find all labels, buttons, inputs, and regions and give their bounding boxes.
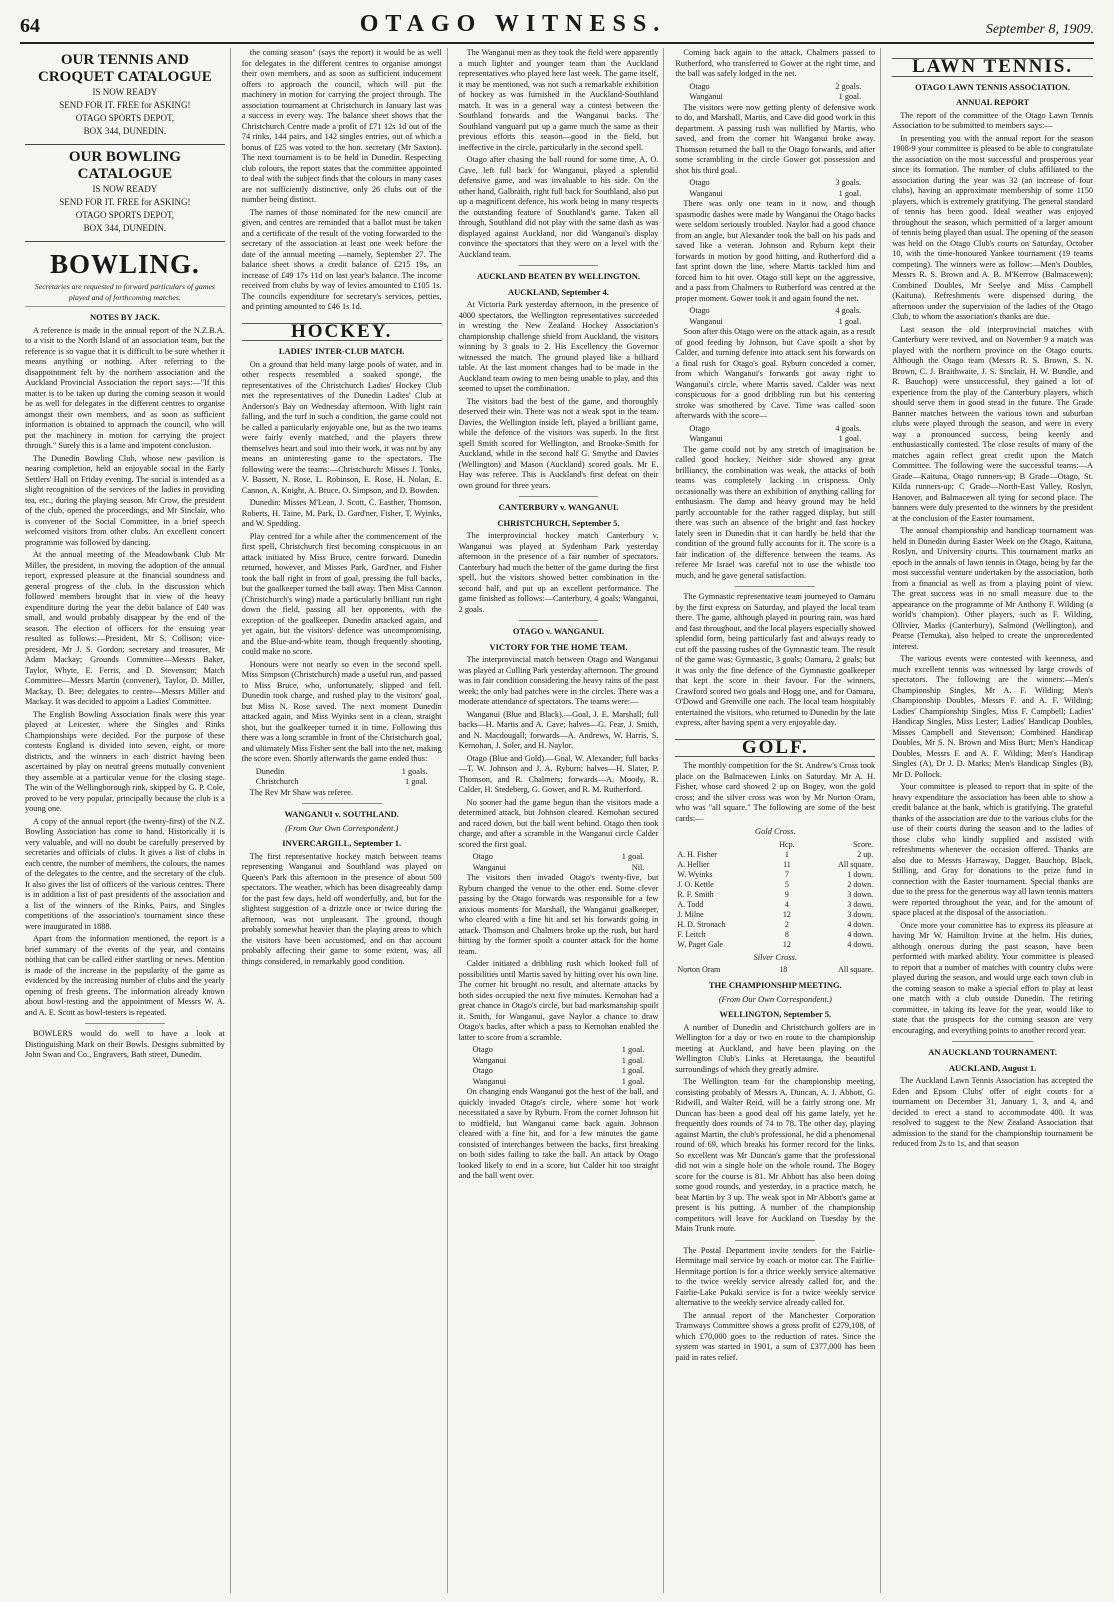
article-paragraph: The annual report of the Manchester Corporation Tramways Committee shows a gross profit of £279,108, of which £70,000 goes to the reduction of rates. Since the system was started in 1901, a sum of £377,000 has been paid in rates relief. — [675, 1310, 876, 1362]
table-row: J. Milne 12 3 down. — [677, 909, 874, 919]
article-paragraph: Wanganui (Blue and Black).—Goal, J. E. Marshall; full backs—H. Martis and A. Cave; halves—G. Fear, J. Smith, and N. Macdougall; forwards—A. Andrews, W. Harris, S. Kernohan, J. Soler, and H. Naylor. — [458, 709, 659, 750]
ad-line: SEND FOR IT. FREE for ASKING! — [59, 100, 191, 110]
section-heading-golf: GOLF. — [675, 739, 875, 758]
ad-line: OTAGO SPORTS DEPOT, — [75, 210, 175, 220]
table-title: Gold Cross. — [754, 826, 796, 836]
score-line: Otago 1 goal. — [472, 1066, 645, 1075]
article-paragraph: The names of those nominated for the new council are given, and centres are reminded that a ballot must be taken and a certificate of the result of the voting forwarded to the secretary of the association at least one week before the date of the annual meeting —namely, September 27. The balance sheet shows a credit balance of £215 19s, an increase of £49 17s 11d on last year's balance. The income received from clubs by way of levies amounted to £105 1s. The councils expenditure for secretary's services, petties, and printing amounted to £46 1s 1d. — [241, 207, 442, 311]
article-source: (From Our Own Correspondent.) — [718, 993, 832, 1004]
table-row: W. Wyinks 7 1 down. — [677, 869, 874, 879]
article-paragraph: On changing ends Wanganui got the best of the ball, and quickly invaded Otago's circle, where some hot work necessitated a save by Ryburn. From the corner Johnson hit to midfield, but Wanganui came back again. Johnson cleared with a fine hit, and for a few minutes the game consisted of interchanges between the backs, first breaking on both sides failing to take the ball. An attack by Otago looked likely to end in a score, but Calder hit too straight and the ball went over. — [458, 1087, 659, 1180]
article-paragraph: The Wellington team for the championship meeting, consisting probably of Messrs A. Duncan, A. J. Abbott, G. Ridwill, and Walter Reid, will be a fairly strong one. Mr Duncan has been a good deal off his game lately, yet he frequently does rounds of 74 to 78. The other day, playing against Martin, the club's professional, he did a phenomenal round of 69, which breaks his former record for the links. So excellent was Mr Duncan's game that the professional did not win a single hole on the whole round. The Bogey score for the course is 81. Mr Abbott has also been doing some good rounds, and yesterday, in a practice match, he beat Martin by 3 up. The weak spot in Mr Abbott's game at present is his putting. A number of the championship competitors will leave for Auckland on Tuesday by the Main Trunk route. — [675, 1077, 876, 1233]
columns — [20, 48, 1098, 1593]
silver-cross-table — [675, 965, 875, 975]
ad-line: IS NOW READY — [92, 87, 158, 97]
score-line: Wanganui Nil. — [472, 862, 645, 872]
table-row: A. Todd 4 3 down. — [677, 899, 874, 909]
divider — [302, 803, 382, 804]
article-paragraph: Dunedin: Misses M'Lean, J. Scott, C. Easther, Thomson, Roberts, H. Taine, M. Park, D. Gard'ner, Fisher, T. Wyinks, and W. Spedding. — [241, 498, 442, 528]
score-line: Wanganui 1 goal. — [472, 1055, 645, 1065]
ad-heading: OUR TENNIS AND CROQUET CATALOGUE — [38, 52, 212, 85]
article-title: WANGANUI v. SOUTHLAND. — [284, 809, 399, 819]
score-line: Dunedin 1 goals. — [255, 766, 428, 776]
divider — [519, 620, 599, 621]
article-paragraph: A copy of the annual report (the twenty-first) of the N.Z. Bowling Association has come to hand. Historically it is very valuable, and will no doubt be carefully preserved by secretaries and officials of clubs. It gives a list of clubs in each centre, the number of members, the colours, the names of the delegates to the centre, and the secretary of the club. It also gives the list of officers of the various centres. There is in addition a list of past presidents of the association and a list of the winners of the Rinks, Pairs, and Singles competitions of the association's tournament since these were inaugurated in 1888. — [25, 816, 225, 931]
score-line: Wanganui 1 goal. — [472, 1076, 645, 1086]
table-title: Silver Cross. — [753, 951, 798, 962]
article-title: AN AUCKLAND TOURNAMENT. — [928, 1047, 1057, 1057]
ad-line: BOX 344, DUNEDIN. — [83, 126, 167, 136]
article-paragraph: A reference is made in the annual report of the N.Z.B.A. to a visit to the North Island of an association team, but the reference is so vague that it is difficult to be sure whether it means anything or nothing. After referring to the disappointment felt by the northern association and the Auckland Provincial Association the report says:—"If this matter is to be taken up during the coming season it would be as well for delegates in the different centres to organise amongst their own members, and as soon as sufficient information is obtained to approach the council, who will put the machinery in motion for carrying the project through." Surely this is a lame and impotent conclusion. — [25, 325, 225, 450]
article-title: AUCKLAND BEATEN BY WELLINGTON. — [476, 271, 641, 281]
article-paragraph: The visitors then invaded Otago's twenty-five, but Ryburn changed the venue to the other end. Some clever passing by the Otago forwards was responsible for a few anxious moments for Marshall, the Wanganui goalkeeper, who cleared with a fine hit and set his forwards going in attack. Thomson and Chalmers broke up the rush, but hard hitting by the former spoilt a counter attack for the home team. — [458, 873, 659, 956]
article-paragraph: The first representative hockey match between teams representing Wanganui and Southland was played on Queen's Park this afternoon in the presence of about 500 spectators. The weather, which has been disagreeably damp for the past few days, held off wonderfully, and, but for the slightest suggestion of a drizzle once or twice during the afternoon, was not unpleasant. The ground, though probably somewhat heavier than the playing areas to which the visitors have been accustomed, and on that account probably affecting their game to some extent, was, all things considered, in remarkably good condition. — [241, 851, 442, 966]
score-line: Otago 1 goal. — [472, 852, 645, 861]
article-paragraph: The Postal Department invite tenders for the Fairlie-Hermitage mail service by coach or motor car. The Fairlie-Hermitage portion is for a thrice weekly service alternative to the twice weekly service already called for, and the Fairlie-Lake Pukaki service is for a twice weekly service alternative to the weekly service already called for. — [675, 1245, 876, 1307]
article-dateline: INVERCARGILL, September 1. — [282, 838, 402, 848]
ad-heading: OUR BOWLING CATALOGUE — [68, 149, 181, 182]
article-paragraph: Apart from the information mentioned, the report is a brief summary of the events of the year, and contains nothing that can be called either startling or news. Mention is made of the increase in the popularity of the game as evidenced by the increasing number of clubs and the yearly opening of fresh greens. The information already known about bowl-testing and the appointment of Messrs W. A. and A. E. Scott as bowl-testers is repeated. — [25, 934, 225, 1017]
article-title: THE CHAMPIONSHIP MEETING. — [708, 980, 842, 990]
article-paragraph: Your committee is pleased to report that in spite of the heavy expenditure the association has been able to show a credit balance at the bank, which is gratifying. The grateful thanks of the association are due to the various clubs for the use of their courts during the season and to the ladies of those clubs who kindly supplied and assisted with refreshments whenever the occasion offered. Thanks are also due to Messrs Harraway, Dagger, Bauchop, Black, Stilling, and Gray for donations to the prize fund in connection with the Easter tournament. Special thanks are due to the press for the generous way all lawn tennis matters were reported throughout the year, and for the amount of space placed at the disposal of the association. — [892, 782, 1093, 917]
score-line: Otago 4 goals. — [689, 423, 862, 433]
score-line: Christchurch 1 goal. — [255, 777, 428, 786]
article-paragraph: The interprovincial hockey match Canterbury v. Wanganui was played at Sydenham Park yesterday afternoon in the presence of a fair number of spectators. Canterbury had much the better of the game during the first spell, but the visitors showed better combination in the second half, and put up an excellent performance. The game finished as follows:—Canterbury, 4 goals; Wanganui, 2 goals. — [458, 531, 659, 614]
section-heading-lawn-tennis: LAWN TENNIS. — [892, 58, 1093, 77]
article-paragraph: Otago (Blue and Gold).—Goal, W. Alexander; full backs—T. W. Johnson and J. A. Ryburn; halves—H. Slater, P. Thomson, and R. Chalmers; forwards—A. Moody, R. Calder, H. Stedeberg, G. Gower, and R. M. Rutherford. — [458, 753, 659, 794]
column-2 — [237, 48, 448, 1593]
ad-line: SEND FOR IT. FREE for ASKING! — [59, 197, 191, 207]
article-dateline: CHRISTCHURCH, September 5. — [497, 517, 620, 528]
article-paragraph: The Gymnastic representative team journeyed to Oamaru by the first express on Saturday, and played the local team there. The game, although played in pouring rain, was hard and fast throughout, and the local players especially showed splendid form, being particularly fast and always ready to cut off the passing rushes of the Gymnastic team. The result of the game was: Gymnastic, 3 goals; Oamaru, 2 goals; but it was only the fine defence of the Gymnastic goalkeeper that kept the score in their favour. For the winners, Crawford scored two goals and Hogg one, and for Oamaru, O'Dowd and Grenville one each. The local team hospitably entertained the visitors, who returned to Dunedin by the late express, after having spent a very enjoyable day. — [675, 592, 876, 727]
article-paragraph: The report of the committee of the Otago Lawn Tennis Association to be submitted to members says:— — [892, 110, 1093, 130]
table-row: J. O. Kettle 5 2 down. — [677, 879, 874, 889]
table-row: F. Leitch 8 4 down. — [677, 929, 874, 939]
article-dateline: AUCKLAND, August 1. — [948, 1062, 1037, 1073]
article-paragraph: The Rev Mr Shaw was referee. — [249, 787, 354, 797]
article-title: OTAGO v. WANGANUI. — [512, 626, 605, 636]
score-line: Wanganui 1 goal. — [689, 188, 862, 198]
ad-line: BOX 344, DUNEDIN. — [83, 223, 167, 233]
divider — [519, 496, 599, 497]
masthead-title: OTAGO WITNESS. — [359, 11, 667, 37]
divider — [85, 1023, 165, 1024]
article-paragraph: The interprovincial match between Otago and Wanganui was played at Culling Park yesterday afternoon. The ground was in fair condition considering the heavy rains of the past week; the only bad patches were in the circles. There was a moderate attendance of spectators. The teams were:— — [458, 655, 659, 706]
article-paragraph: Last season the old interprovincial matches with Canterbury were revived, and on November 9 a match was played with the northern province on the Otago courts. Although the Otago team (Messrs R. S. Brown, S. N. Brown, C. J. Braithwaite, J. S. Sinclair, H. W. Bundle, and R. Bauchop) were unsuccessful, they gained a lot of experience from the play of the Canterbury players, which should serve them in good stead in the future. The Grade Banner matches between the various town and suburban clubs were played through the season, and were in every way a pronounced success, being keenly and enthusiastically contested. The close results of many of the matches again reflect great credit upon the Match Committee. The following were the successful teams:—A Grade—Kaituna, Otago runners-up; B Grade—Otago, St. Kilda runners-up; C Grade—North-East Valley, Roslyn, Hanover, and Balmacewen all tying for second place. The banners were duly presented to the winners by the president at the conclusion of the Easter tournament. — [892, 324, 1093, 523]
article-paragraph: The visitors were now getting plenty of defensive work to do, and Marshall, Martis, and Cave did good work in this department. A passing rush was nullified by Martis, who saved, and from the corner hit Wanganui broke away. Thomson returned the ball to the Otago forwards, and after some scrambling in the circle Gower got possession and shot his third goal. — [675, 102, 876, 175]
article-paragraph: At Victoria Park yesterday afternoon, in the presence of 4000 spectators, the Wellington representatives succeeded in wresting the New Zealand Hockey Association's championship challenge shield from Auckland, the visitors winning by 3 goals to 2. His Excellency the Governor witnessed the match. The ground played like a billiard table. At the last moment changes had to be made in the Auckland team owing to men being unable to play, and this seemed to upset the combination. — [458, 300, 659, 393]
score-line: Wanganui 1 goal. — [689, 434, 862, 443]
table-row: A. Hellier 11 All square. — [677, 859, 874, 869]
table-row: A. H. Fisher 1 2 up. — [677, 849, 874, 859]
article-paragraph: Soon after this Otago were on the attack again, as a result of good feeding by Johnson, but Cave spoilt a shot by Calder, and turning defence into attack sent his forwards on a final rush for Otago's goal. Ryburn conceded a corner, from which Wanganui's forwards got away right to Wanganui's circle, where Martis saved. Calder was next conspicuous for a good dribbling run but his centering stroke was smothered by Cave. Time was called soon afterwards with the score— — [675, 327, 876, 420]
byline: NOTES BY JACK. — [89, 312, 160, 322]
divider — [952, 1041, 1032, 1042]
score-line: Wanganui 1 goal. — [689, 92, 862, 101]
table-row: W. Paget Gale 12 4 down. — [677, 939, 874, 949]
article-paragraph: The various events were contested with keenness, and much excellent tennis was witnessed by large crowds of spectators. The following are the winners:—Men's Championship Singles, Mr A. F. Wilding; Men's Championship Doubles, Messrs F. and A. F. Wilding; Ladies' Championship Singles, Miss F. Campbell; Ladies' Handicap Singles, Miss Lester; Ladies' Handicap Doubles, Misses Campbell and Stevenson; Combined Handicap Doubles, Mr S. N. Brown and Miss Burt; Men's Handicap Doubles, Messrs F. and A. F. Wilding; Men's Handicap Singles (A), Dr J. D. Marks; Men's Handicap Singles (B), Mr D. Pollock. — [892, 654, 1093, 779]
score-line: Otago 2 goals. — [689, 81, 862, 91]
article-paragraph: The Auckland Lawn Tennis Association has accepted the Eden and Epsom Clubs' offer of eight courts for a tournament on December 31, January 1, 3, and 4, and decided to erect a stand to accommodate 400. It was resolved to suggest to the New Zealand Association that admission to the stand for the championship tournament be reduced from 2s to 1s, and that season — [892, 1076, 1093, 1148]
article-paragraph: The annual championship and handicap tournament was held in Dunedin during Easter Week on the Otago, Kaituna, Roslyn, and University courts. This tournament marks an epoch in the annals of lawn tennis in Otago, being by far the most successful venture undertaken by the association, both from a financial as well as from a playing point of view. The great success was in no small measure due to the appearance on the programme of Mr Anthony F. Wilding (a world's champion). Other players, such as F. Wilding, Ollivier, Marks (Canterbury), Salmond (Wellington), and Pearse (Temuka), also helped to create the unprecedented interest. — [892, 526, 1093, 651]
score-line: Wanganui 1 goal. — [689, 316, 862, 326]
article-title: CANTERBURY v. WANGANUI. — [498, 502, 619, 512]
article-paragraph: The monthly competition for the St. Andrew's Cross took place on the Balmacewen Links on Saturday. Mr A. H. Fisher, whose card showed 2 up on Bogey, won the gold cross; and the silver cross was won by Mr Norton Oram, who was "all square." The following are some of the best cards:— — [675, 761, 876, 823]
article-paragraph: Calder initiated a dribbling rush which looked full of possibilities until Martis saved by hitting over his own line. The corner hit brought no result, and alternate attacks by both sides occupied the next five minutes. Kernohan had a great chance in Otago's circle, but bad marksmanship spoilt it. Smith, for Wanganui, gave Naylor a chance to draw Otago's backs, after which a pass to Kernohan enabled the latter to score from a scramble. — [458, 959, 659, 1042]
divider — [735, 1240, 815, 1241]
advertisement-bowling-catalogue — [25, 145, 225, 242]
advertisement-bowls-engraving: BOWLERS would do well to have a look at Distinguishing Mark on their Bowls. Designs submitted by John Swan and Co., Engravers, Bath street, Dunedin. — [25, 1029, 225, 1059]
article-paragraph: Once more your committee has to express its pleasure at having Mr W. Hamilton Irvine at the helm. His duties, although onerous during the past season, have been performed with marked ability. Your committee is pleased to report that a number of matches with country clubs were played during the season, and would urge each town club in the coming season to make a special effort to play at least one match with a club outside Dunedin. The retiring committee, in taking its leave for the year, would like to state that the prospects for the coming season are very encouraging, and everything points to another record year. — [892, 920, 1093, 1035]
score-line: Otago 3 goals. — [689, 178, 862, 187]
article-paragraph: Coming back again to the attack, Chalmers passed to Rutherford, who transferred to Gower at the right time, and the ball was safely lodged in the net. — [675, 48, 876, 78]
ad-line: IS NOW READY — [92, 184, 158, 194]
article-paragraph: the coming season" (says the report) it would be as well for delegates in the different centres to organise amongst their own members, and as soon as sufficient inducement offers to approach the council, which will put the machinery in motion for carrying the project through. The association tournament at Christchurch in January last was a success in every way. The balance sheet shows that the Christchurch Centre made a profit of £71 12s 1d out of the 74 rinks, 144 pairs, and 142 singles entries, out of which a bonus of £25 was voted to the hon. secretary (Mr Saxton). The next tournament is to be held in Dunedin. Respecting club colours, the report states that the committee appointed to deal with the subject finds that the colours in many cases are not sufficiently distinctive, only 26 clubs out of the number being distinct. — [241, 48, 442, 204]
article-paragraph: At the annual meeting of the Meadowbank Club Mr Miller, the president, in moving the adoption of the annual report, expressed pleasure at the financial soundness and general progress of the club. In the discussion which followed members brought that in view of the heavy expenditure during the year the debit balance of £40 was small, and would probably disappear by the end of the season. The election of officers for the ensuing year resulted as follows:—President, Mr S. Collison; vice-president, Mr J. S. Gordon; secretary and treasurer, Mr Adam Mackay; Grounds Committee—Messrs Baker, Taylor, Whyte, E. Ferris, and D. Stevenson; Match Committee—Messrs Martin (convener), Taylor, D. Miller, Mackay, D. Bee; delegates to centre—Messrs Miller and Mackay. It was decided to appoint a Ladies' Committee. — [25, 550, 225, 706]
section-heading-hockey: HOCKEY. — [242, 323, 442, 342]
article-dateline: AUCKLAND, September 4. — [508, 286, 609, 297]
masthead — [20, 8, 1094, 44]
column-1 — [20, 48, 231, 1593]
article-title: OTAGO LAWN TENNIS ASSOCIATION. — [915, 81, 1071, 92]
divider — [519, 265, 599, 266]
section-heading-bowling: BOWLING. — [50, 249, 200, 279]
divider — [735, 586, 815, 587]
article-paragraph: The Dunedin Bowling Club, whose new pavilion is nearing completion, held an enjoyable social in the Early Settlers' Hall on Friday evening. The social is intended as a slight recognition of the services of the ladies in providing tea, etc., during the playing season. Mr Crow, the president of the club, opened the proceedings, and Mr Sinclair, who is convener of the Social Committee, in a brief speech welcomed visitors from other clubs. An excellent concert programme was followed by dancing. — [25, 453, 225, 547]
article-subtitle: VICTORY FOR THE HOME TEAM. — [489, 641, 628, 652]
article-paragraph: Otago after chasing the ball round for some time, A. O. Cave, left full back for Wanganui, played a splendid defensive game, and was invaluable to his side. On the other hand, Galbraith, right full back for Southland, also put up a magnificent defence, his work being in many respects the outstanding feature of Southland's game. Taken all through, Southland did not play with the same dash as was displayed against Auckland, nor did Wanganui's display convince the spectators that they were on a level with the Auckland team. — [458, 155, 659, 259]
gold-cross-table — [675, 840, 875, 950]
page-number: 64 — [20, 15, 40, 37]
article-dateline: WELLINGTON, September 5. — [719, 1009, 832, 1019]
article-paragraph: In presenting you with the annual report for the season 1908-9 your committee is pleased to be able to congratulate the association on the most successful and prosperous year since its formation. The number of clubs affiliated to the association during the year was 32 (an increase of four clubs), having an approximate membership of some 1150 players, which is extremely gratifying. The general standard of tennis has been good. Ideal weather was enjoyed throughout the season, which permitted of a larger amount of tennis being played than usual. The opening of the season was held on the Otago Club's courts on Saturday, October 10, with the time-honoured Yankee tournament (19 teams competing). The winners were as follow:—Men's Doubles, Messrs R. S. Brown and A. B. M'Kerrow (Balmacewen); Combined Doubles, Mr Seelye and Miss Campbell (Kaituna). Refreshments were dispensed during the afternoon under the supervision of the ladies of the Otago Club, to whom the association's thanks are due. — [892, 133, 1093, 321]
article-paragraph: No sooner had the game begun than the visitors made a determined attack, but Johnson cleared. Kernohan secured and raced down, but the ball went behind. Otago then took charge, and after a scramble in the Wanganui circle Calder scored the first goal. — [458, 797, 659, 849]
article-paragraph: The Wanganui men as they took the field were apparently a much lighter and younger team than the Auckland representatives who played here last week. The game itself, it may be mentioned, was not such a remarkable exhibition of hockey as was furnished in the Auckland-Southland match. It was in a general way a contest between the Southland forwards and the Wanganui backs. The Southland vanguard put up a game much the same as their previous efforts this season—good in the field, but ineffective in the circle, particularly in the second spell. — [458, 48, 659, 152]
advertisement-tennis-catalogue — [25, 48, 225, 145]
score-line: Otago 4 goals. — [689, 306, 862, 315]
article-paragraph: On a ground that held many large pools of water, and in other respects resembled a soaked sponge, the representatives of the Christchurch Ladies' Hockey Club met the representatives of the Dunedin Ladies' Club at Anderson's Bay on Wednesday afternoon. With light rain falling, and the turf in such a condition, the game could not be called a particularly enjoyable one, but as the two teams were fairly evenly matched, and the players threw themselves heart and soul into their work, it was not by any means an uninteresting game to the spectators. The following were the teams:—Christchurch: Misses J. Tonks, V. Bassett, N. Rose, L. Robinson, E. Rose, H. Nolan, E. Cannon, A. Knight, A. Bruce, O. Simpson, and D. Bowden. — [241, 359, 442, 495]
table-row: Norton Oram 18 All square. — [677, 965, 874, 974]
table-row: R. F. Smith 9 3 down. — [677, 889, 874, 899]
article-subtitle: ANNUAL REPORT — [956, 97, 1030, 107]
article-paragraph: Play centred for a while after the commencement of the first spell, Christchurch first becoming conspicuous in an attack initiated by Miss Bruce, centre forward. Dunedin returned, however, and Misses Park, Gard'ner, and Fisher took the ball right in front of goal, pressing the full backs, but the goalkeeper turned the ball away. Then Miss Cannon (Christchurch's wing) made a particularly brilliant run right down the field, passing all her opponents, with the exception of the goalkeeper. Dunedin attacked again, and yet again, but the visitors' defence was uncompromising, and the Blue-and-white team, though frequently shooting, could make no score. — [241, 531, 442, 656]
article-paragraph: There was only one team in it now, and though spasmodic dashes were made by Wanganui the Otago backs were seldom seriously troubled. Naylor had a good chance from an angle, but Alexander took the ball on his pads and saved like a veteran. Johnson and Ryburn kept their forwards in motion by good hitting, and Rutherford did a fast sprint down the line, where Martis tackled him and forced him to hit over. Otago still kept on the aggressive, and a pass from Chalmers to Rutherford was centred at the proper moment. Gower took it and again found the net. — [675, 199, 876, 303]
score-line: Otago 1 goal. — [472, 1045, 645, 1054]
column-3 — [454, 48, 665, 1593]
article-paragraph: The game could not by any stretch of imagination be called good hockey. Neither side showed any great brilliancy, the combination was weak, the attacks of both teams was completely lacking in crispness. Only occasionally was there an exhibition of anything calling for enthusiasm. The damp and heavy ground may be held partly accountable for the rather ragged display, but still there was such an absence of the bright and fast hockey lately seen in Dunedin that it can hardly be held that the condition of the ground fully accounts for it. The score is a fair indication of the difference between the teams. As referee Mr Israel was careful not to use the whistle too much, and he gave general satisfaction. — [675, 444, 876, 580]
article-paragraph: Honours were not nearly so even in the second spell. Miss Simpson (Christchurch) made a useful run, and passed to Miss Bruce, who, unfortunately, slipped and fell. Dunedin took charge, and rushed play to the visitors' goal, but Miss N. Rose saved. The next moment Dunedin attacked again, and Miss Wyinks sent in a clean, straight shot, but the goalkeeper turned it in time. Following this there was a long scramble in front of the Christchurch goal, and ultimately Miss Fisher sent the ball into the net, making the score even. Shortly afterwards the game ended thus: — [241, 659, 442, 763]
section-note: Secretaries are requested to forward particulars of games played and of forthcoming matches. — [25, 282, 225, 307]
table-row: H. D. Stronach 2 4 down. — [677, 919, 874, 929]
article-paragraph: A number of Dunedin and Christchurch golfers are in Wellington for a day or two en route to the championship meeting at Auckland, and have been playing on the Wellington Club's Links at Heretaunga, the beautiful surroundings of which they greatly admire. — [675, 1022, 876, 1074]
article-paragraph: The visitors had the best of the game, and thoroughly deserved their win. There was not a weak spot in the team. Davies, the Wellington inside left, played a brilliant game, while the defence of the visitors was superb. In the first spell Smith scored for Wellington, and Brooke-Smith for Auckland, while in the second half G. Smythe and Davies (Wellington) and Mason (Auckland) scored goals. Mr E. Hay was referee. This is Auckland's first defeat on their own ground for three years. — [458, 396, 659, 490]
table-header: Hcp. Score. — [779, 839, 874, 849]
column-4 — [670, 48, 881, 1593]
column-5 — [887, 48, 1098, 1593]
article-source: (From Our Own Correspondent.) — [285, 822, 399, 833]
masthead-date: September 8, 1909. — [985, 22, 1094, 37]
article-title: LADIES' INTER-CLUB MATCH. — [278, 346, 405, 356]
ad-line: OTAGO SPORTS DEPOT, — [75, 113, 175, 123]
article-paragraph: The English Bowling Association finals were this year played at Leicester, where the Singles and Rinks Championships were decided. For the purpose of these contests England is divided into seven, eight, or more districts, and the winners in each district having been ascertained by play on neutral greens mutually convenient they assemble at a particular venue for the closing stage. The win of the Wellingborough rink, skipped by G. P. Cole, proved to be very popular, principally because the club is a young one. — [25, 709, 225, 813]
